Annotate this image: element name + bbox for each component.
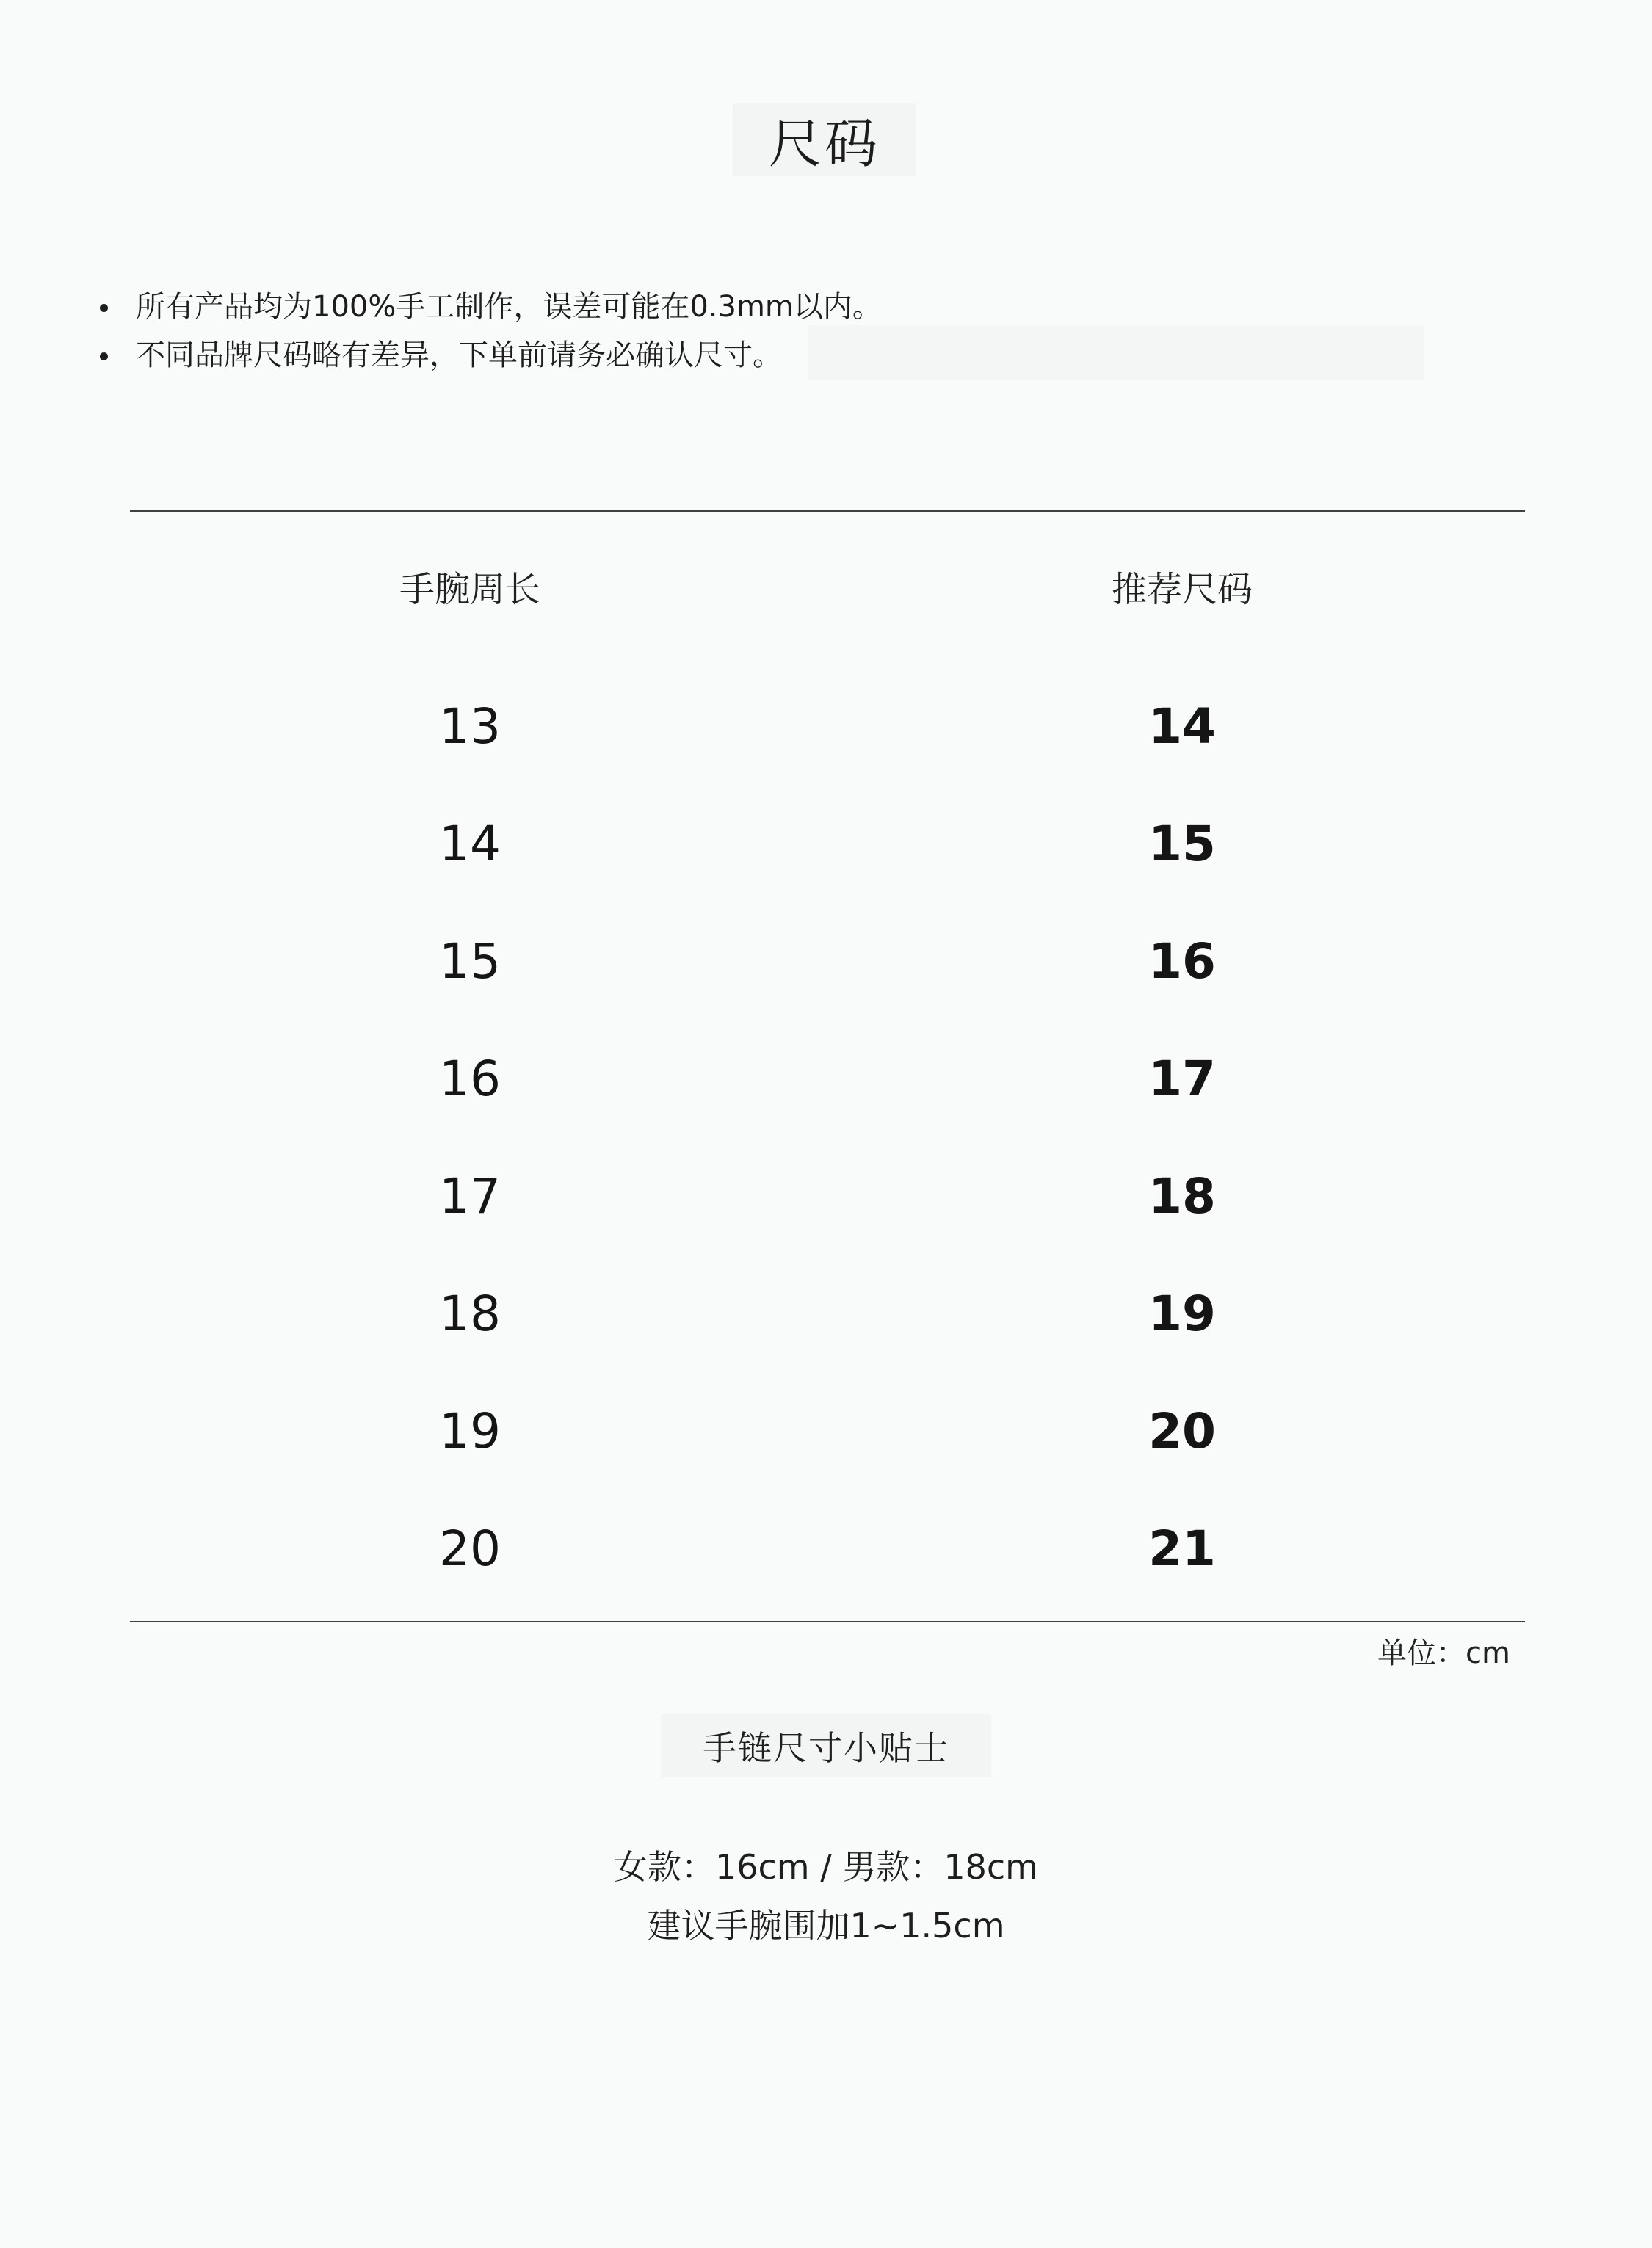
wrist-cell: 13 <box>439 698 501 755</box>
tips-title-box <box>661 1714 991 1777</box>
size-cell: 18 <box>1148 1168 1216 1225</box>
wrist-cell: 18 <box>439 1286 501 1342</box>
notes-list <box>95 283 882 380</box>
bullet-icon <box>100 304 108 312</box>
table-row <box>0 1050 1652 1167</box>
note-text: 所有产品均为100%手工制作，误差可能在0.3mm以内。 <box>136 290 882 324</box>
wrist-cell: 15 <box>439 933 501 990</box>
tips-title: 手链尺寸小贴士 <box>703 1728 949 1768</box>
unit-label: 单位：cm <box>1377 1636 1510 1670</box>
wrist-cell: 16 <box>439 1051 501 1107</box>
wrist-cell: 19 <box>439 1403 501 1460</box>
table-row <box>0 932 1652 1050</box>
bullet-icon <box>100 352 108 360</box>
note-highlight <box>808 325 1424 380</box>
wrist-cell: 14 <box>439 816 501 872</box>
table-row <box>0 815 1652 932</box>
table-row <box>0 1285 1652 1402</box>
table-top-rule <box>130 510 1525 512</box>
size-cell: 19 <box>1148 1286 1216 1342</box>
size-cell: 15 <box>1148 816 1216 872</box>
size-cell: 21 <box>1148 1520 1216 1577</box>
table-bottom-rule <box>130 1621 1525 1622</box>
size-table-body <box>0 697 1652 1637</box>
tip-line: 女款：16cm / 男款：18cm <box>613 1847 1038 1887</box>
size-cell: 17 <box>1148 1051 1216 1107</box>
size-cell: 14 <box>1148 698 1216 755</box>
tip-line: 建议手腕围加1~1.5cm <box>647 1906 1005 1946</box>
column-header-size: 推荐尺码 <box>1111 569 1253 610</box>
wrist-cell: 17 <box>439 1168 501 1225</box>
table-row <box>0 1520 1652 1637</box>
wrist-cell: 20 <box>439 1520 501 1577</box>
note-item <box>95 331 882 380</box>
column-header-wrist: 手腕周长 <box>399 569 540 610</box>
table-row <box>0 1167 1652 1285</box>
page-title: 尺码 <box>768 113 880 175</box>
size-cell: 16 <box>1148 933 1216 990</box>
note-text: 不同品牌尺码略有差异，下单前请务必确认尺寸。 <box>136 338 782 372</box>
table-row <box>0 1402 1652 1520</box>
note-item <box>95 283 882 331</box>
table-row <box>0 697 1652 815</box>
size-cell: 20 <box>1148 1403 1216 1460</box>
title-box <box>733 103 916 176</box>
